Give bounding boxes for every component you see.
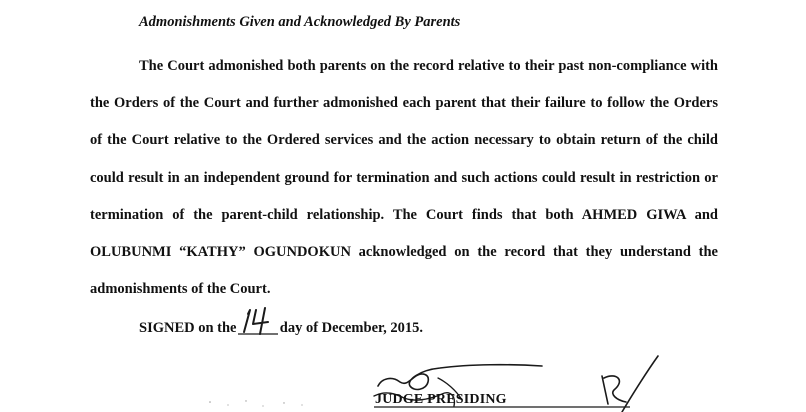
signed-date-line <box>139 318 423 337</box>
section-heading: Admonishments Given and Acknowledged By Parents <box>139 14 461 30</box>
paragraph-line-1: The Court admonished both parents on the record relative to their past non-compliance with <box>139 58 718 74</box>
handwritten-day-glyph <box>238 306 282 336</box>
paragraph-line-2: the Orders of the Court and further admonished each parent that their failure to follow the Orders <box>90 95 718 111</box>
signed-suffix: day of December, 2015. <box>279 320 423 336</box>
paragraph-line-5: termination of the parent-child relationship. The Court finds that both AHMED GIWA and <box>90 207 718 223</box>
signed-prefix: SIGNED on the <box>139 320 237 336</box>
paragraph-line-4: could result in an independent ground for termination and such actions could result in restriction or <box>90 170 718 186</box>
paragraph-line-7: admonishments of the Court. <box>90 281 271 297</box>
handwritten-day <box>240 318 276 332</box>
paragraph-line-6: OLUBUNMI “KATHY” OGUNDOKUN acknowledged on the record that they understand the <box>90 244 718 260</box>
judge-presiding-label: JUDGE PRESIDING <box>375 392 507 407</box>
paragraph-line-3: of the Court relative to the Ordered services and the action necessary to obtain return of the child <box>90 132 718 148</box>
scan-specks <box>200 396 320 410</box>
